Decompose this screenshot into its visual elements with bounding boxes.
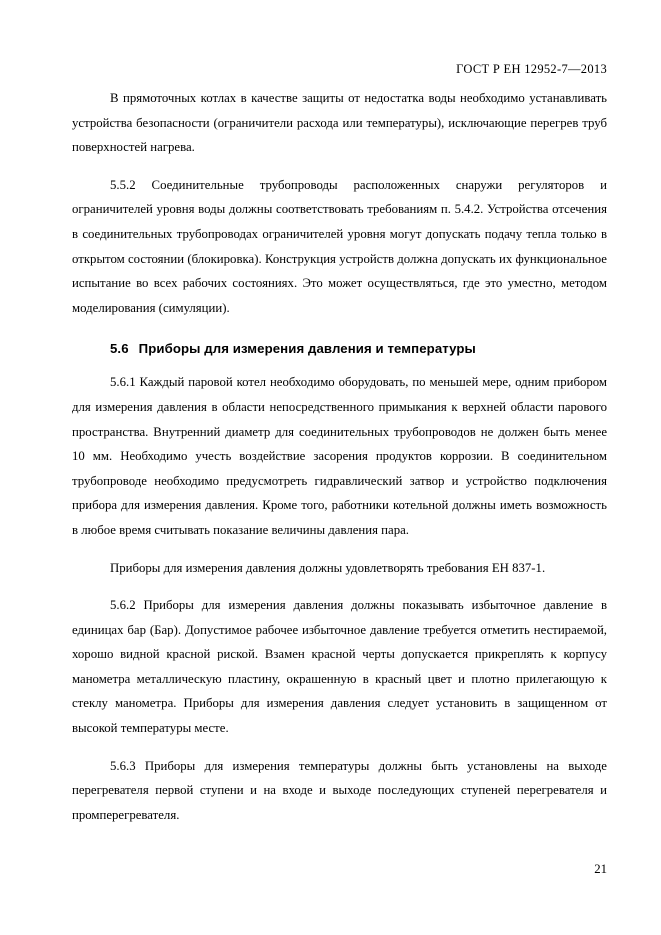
paragraph-en837: Приборы для измерения давления должны удовлетворять требования ЕН 837-1.: [110, 560, 546, 575]
paragraph-5-6-2: 5.6.2 Приборы для измерения давления должны показывать избыточное давление в единицах бар (Бар). Допустимое рабочее избыточное давление требуется отметить нестираемой, хорошо видной красной риской. Взамен красной черты допускается прикреплять к корпусу манометра металлическую пластину, окрашенную в красный цвет и плотно прилегающую к стеклу манометра. Приборы для измерения давления следует установить в защищенном от высокой температуры месте.: [72, 598, 607, 736]
section-heading-title: Приборы для измерения давления и температуры: [138, 341, 476, 357]
section-heading-5-6: [72, 341, 607, 356]
section-heading-number: 5.6: [110, 341, 129, 357]
paragraph-boilers-intro: В прямоточных котлах в качестве защиты от недостатка воды необходимо устанавливать устройства безопасности (ограничители расхода или температуры), исключающие перегрев труб поверхностей нагрева.: [72, 91, 607, 155]
page-number: 21: [594, 862, 607, 876]
document-header: ГОСТ Р ЕН 12952-7—2013: [456, 62, 607, 76]
paragraph-5-6-1: 5.6.1 Каждый паровой котел необходимо оборудовать, по меньшей мере, одним прибором для измерения давления в области непосредственного примыкания к верхней области парового пространства. Внутренний диаметр для соединительных трубопроводов не должен быть менее 10 мм. Необходимо учесть воздействие засорения продуктов коррозии. В соединительном трубопроводе необходимо предусмотреть гидравлический затвор и устройство подключения прибора для измерения давления. Кроме того, работники котельной должны иметь возможность в любое время считывать показание величины давления пара.: [72, 375, 607, 537]
paragraph-5-5-2: 5.5.2 Соединительные трубопроводы расположенных снаружи регуляторов и ограничителей уровня воды должны соответствовать требованиям п. 5.4.2. Устройства отсечения в соединительных трубопроводах ограничителей уровня могут допускать подачу тепла только в открытом состоянии (блокировка). Конструкция устройств должна допускать их функциональное испытание во всех рабочих состояниях. Это может осуществляться, где это уместно, методом моделирования (симуляции).: [72, 177, 607, 315]
paragraph-5-6-3: 5.6.3 Приборы для измерения температуры должны быть установлены на выходе перегревателя первой ступени и на входе и выходе последующих ступеней перегревателя и промперегревателя.: [72, 758, 607, 822]
document-body: [72, 86, 607, 827]
